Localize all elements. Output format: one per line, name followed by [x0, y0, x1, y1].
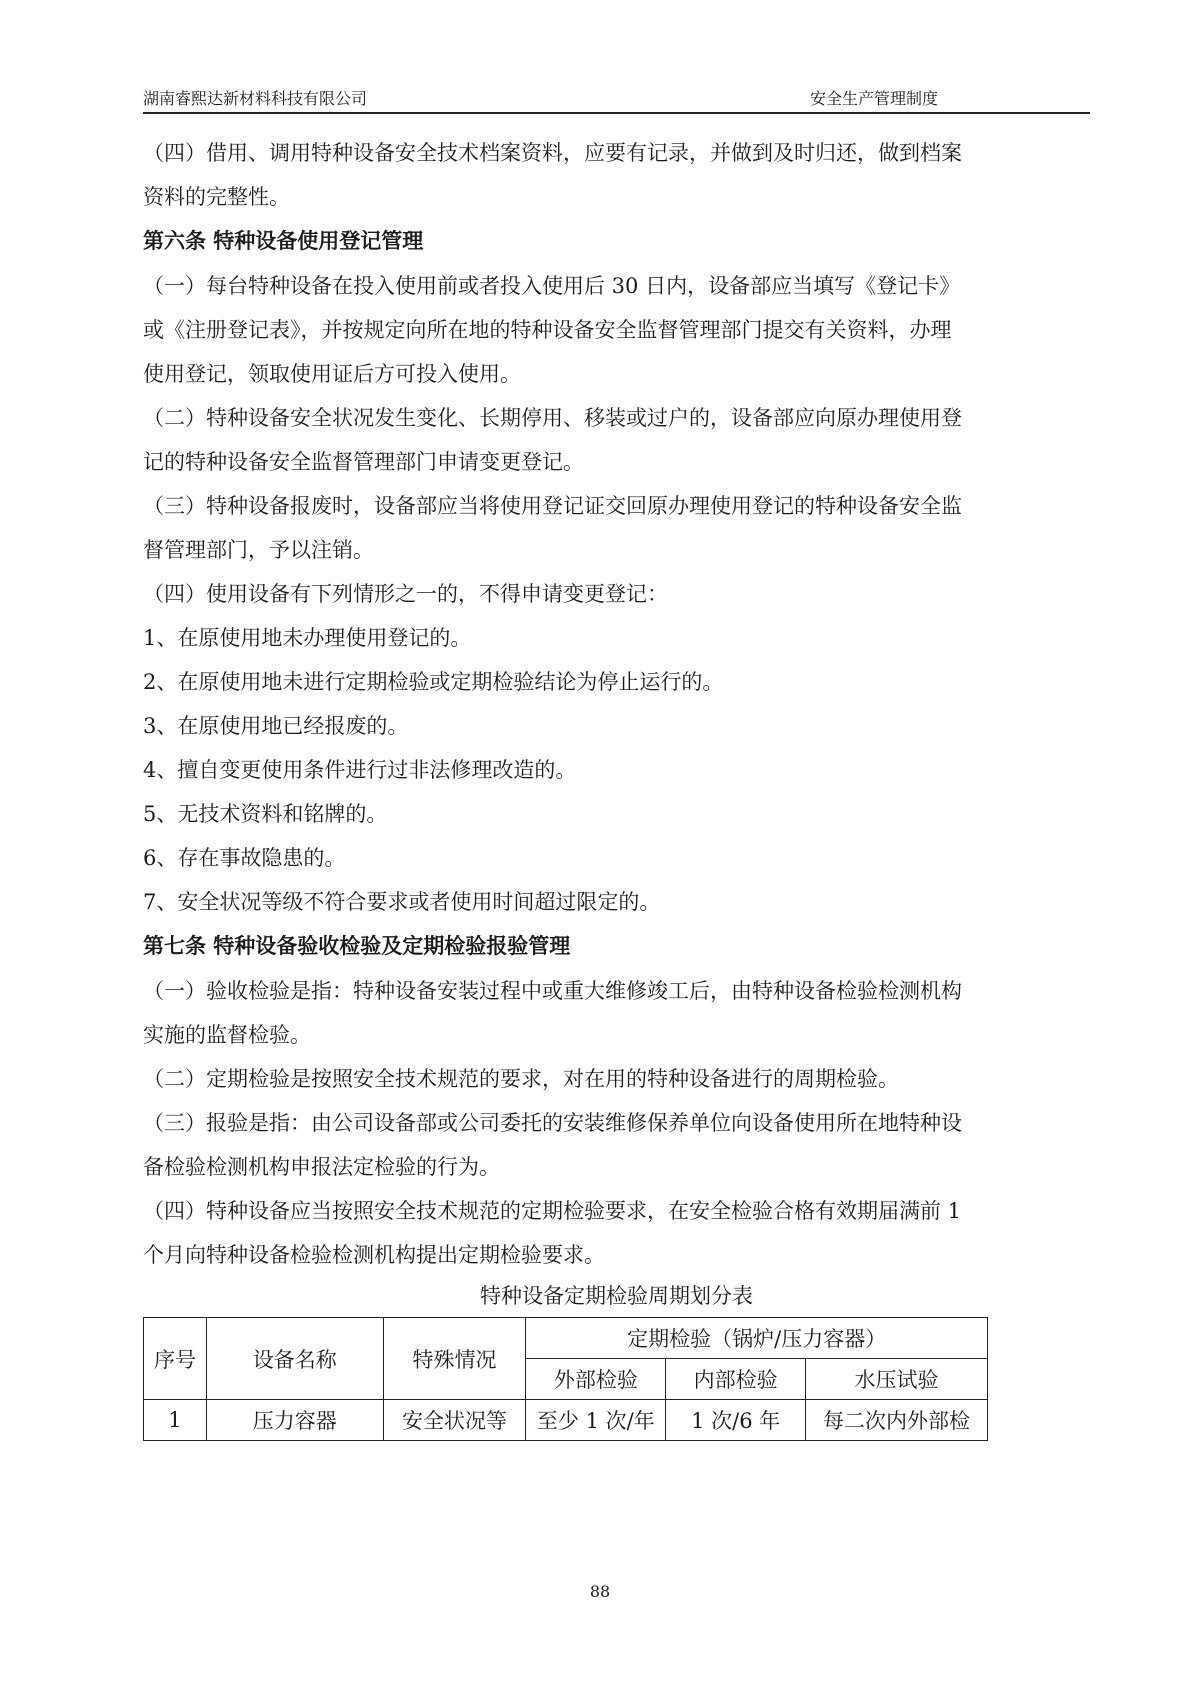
table-cell-external: 至少 1 次/年: [526, 1400, 666, 1441]
table-cell-no: 1: [144, 1400, 207, 1441]
table-header-row: [144, 1318, 988, 1359]
paragraph-line: （一）每台特种设备在投入使用前或者投入使用后 30 日内，设备部应当填写《登记卡》: [143, 274, 961, 298]
page-header: [143, 82, 1090, 114]
paragraph-line: （二）定期检验是按照安全技术规范的要求，对在用的特种设备进行的周期检验。: [143, 1067, 899, 1091]
header-cell-no: 序号: [144, 1318, 207, 1400]
paragraph-line: 5、无技术资料和铭牌的。: [143, 802, 388, 826]
table-cell-internal: 1 次/6 年: [666, 1400, 806, 1441]
table-caption: 特种设备定期检验周期划分表: [480, 1284, 753, 1308]
paragraph-line: （二）特种设备安全状况发生变化、长期停用、移装或过户的，设备部应向原办理使用登: [143, 406, 962, 430]
section-heading: 第六条 特种设备使用登记管理: [143, 229, 424, 253]
paragraph-line: （三）特种设备报废时，设备部应当将使用登记证交回原办理使用登记的特种设备安全监: [143, 494, 962, 518]
header-cell-hydro: 水压试验: [806, 1359, 988, 1400]
header-cell-periodic: 定期检验（锅炉/压力容器）: [526, 1318, 988, 1359]
table-cell-special: 安全状况等: [383, 1400, 526, 1441]
page-number: 88: [589, 1582, 611, 1601]
paragraph-line: （四）使用设备有下列情形之一的，不得申请变更登记：: [143, 582, 668, 606]
table-cell-name: 压力容器: [206, 1400, 383, 1441]
header-cell-external: 外部检验: [526, 1359, 666, 1400]
table-row: [144, 1400, 988, 1441]
paragraph-line: 6、存在事故隐患的。: [143, 846, 346, 870]
section-heading: 第七条 特种设备验收检验及定期检验报验管理: [143, 934, 571, 958]
document-title: 安全生产管理制度: [810, 89, 939, 108]
paragraph-line: （一）验收检验是指：特种设备安装过程中或重大维修竣工后，由特种设备检验检测机构: [143, 979, 962, 1003]
paragraph-line: 使用登记，领取使用证后方可投入使用。: [143, 362, 521, 386]
header-cell-internal: 内部检验: [666, 1359, 806, 1400]
paragraph-line: 个月向特种设备检验检测机构提出定期检验要求。: [143, 1243, 605, 1267]
paragraph-line: 督管理部门，予以注销。: [143, 538, 374, 562]
paragraph-line: 2、在原使用地未进行定期检验或定期检验结论为停止运行的。: [143, 670, 724, 694]
header-cell-name: 设备名称: [206, 1318, 383, 1400]
paragraph-line: 记的特种设备安全监督管理部门申请变更登记。: [143, 450, 584, 474]
paragraph-line: 1、在原使用地未办理使用登记的。: [143, 626, 472, 650]
paragraph-line: 4、擅自变更使用条件进行过非法修理改造的。: [143, 758, 577, 782]
paragraph-line: 或《注册登记表》，并按规定向所在地的特种设备安全监督管理部门提交有关资料，办理: [143, 318, 952, 342]
paragraph-line: （三）报验是指：由公司设备部或公司委托的安装维修保养单位向设备使用所在地特种设: [143, 1111, 962, 1135]
paragraph-line: 3、在原使用地已经报废的。: [143, 714, 409, 738]
paragraph-line: （四）借用、调用特种设备安全技术档案资料，应要有记录，并做到及时归还，做到档案: [143, 141, 962, 165]
header-cell-special: 特殊情况: [383, 1318, 526, 1400]
inspection-cycle-table: [143, 1317, 988, 1441]
paragraph-line: 实施的监督检验。: [143, 1023, 311, 1047]
table-cell-hydro: 每二次内外部检: [806, 1400, 988, 1441]
paragraph-line: 7、安全状况等级不符合要求或者使用时间超过限定的。: [143, 890, 661, 914]
paragraph-line: 备检验检测机构申报法定检验的行为。: [143, 1155, 500, 1179]
company-name: 湖南睿熙达新材料科技有限公司: [143, 89, 368, 108]
paragraph-line: 资料的完整性。: [143, 185, 290, 209]
paragraph-line: （四）特种设备应当按照安全技术规范的定期检验要求，在安全检验合格有效期届满前 1: [143, 1199, 962, 1223]
